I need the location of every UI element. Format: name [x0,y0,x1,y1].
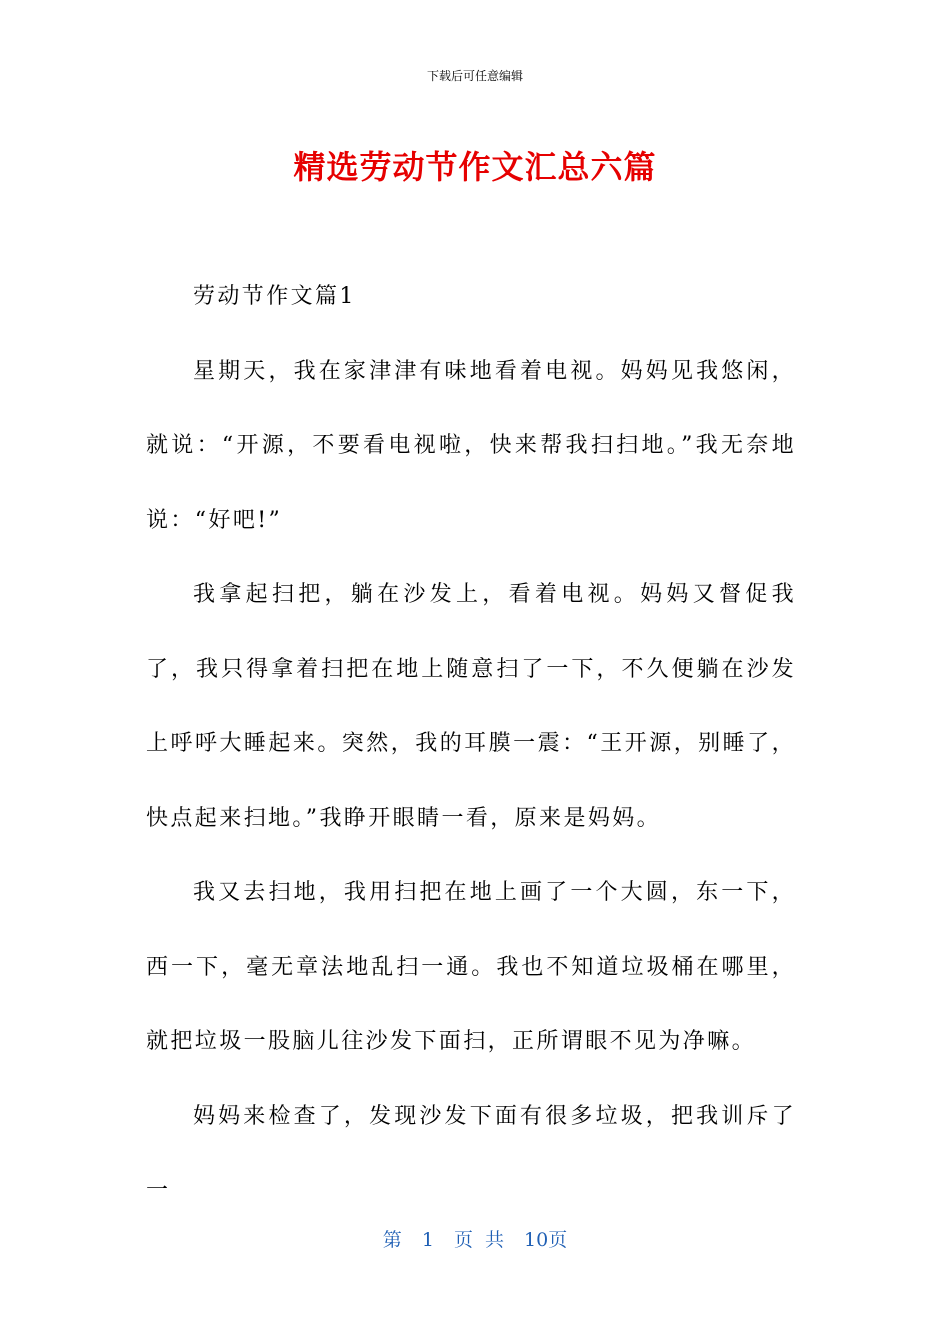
document-title: 精选劳动节作文汇总六篇 [293,148,657,186]
current-page-number: 1 [421,1229,434,1251]
document-body [146,260,796,1229]
section-heading: 劳动节作文篇1 [193,284,356,309]
total-pages: 10页 [524,1229,568,1251]
paragraph: 我又去扫地，我用扫把在地上画了一个大圆，东一下，西一下，毫无章法地乱扫一通。我也不知道垃圾桶在哪里，就把垃圾一股脑儿往沙发下面扫，正所谓眼不见为净嘛。 [146,880,796,1054]
footer-prefix: 第 [382,1229,402,1251]
paragraph: 妈妈来检查了，发现沙发下面有很多垃圾，把我训斥了一 [146,1103,796,1203]
footer-mid: 页 共 [453,1229,504,1251]
header-note: 下载后可任意编辑 [426,69,523,83]
page-footer [0,1225,950,1252]
paragraph: 星期天，我在家津津有味地看着电视。妈妈见我悠闲，就说：“开源，不要看电视啦，快来帮我扫扫地。”我无奈地说：“好吧!” [146,358,796,533]
paragraph: 我拿起扫把，躺在沙发上，看着电视。妈妈又督促我了，我只得拿着扫把在地上随意扫了一下，不久便躺在沙发上呼呼大睡起来。突然，我的耳膜一震：“王开源，别睡了，快点起来扫地。”我睁开眼睛一看，原来是妈妈。 [146,582,796,831]
